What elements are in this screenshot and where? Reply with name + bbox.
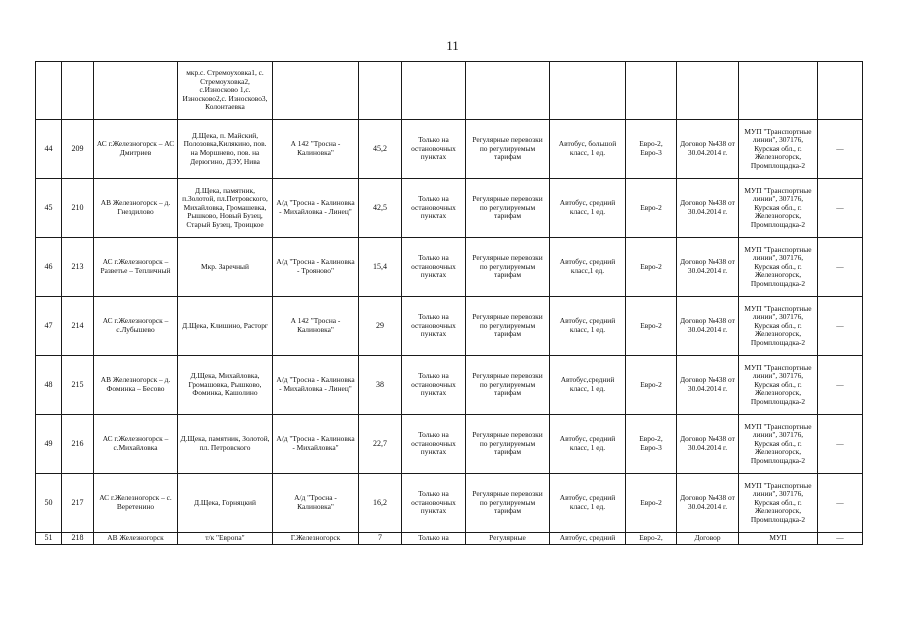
cell-no: 45: [36, 179, 62, 238]
cell-type: Регулярные перевозки по регулируемым тарифам: [466, 179, 550, 238]
cell-boarding: Только на остановочных пунктах: [402, 120, 466, 179]
cell-no: 50: [36, 474, 62, 533]
cell-note: —: [818, 297, 863, 356]
cell-no: 44: [36, 120, 62, 179]
table-row: [36, 297, 863, 356]
cell-route-no: 217: [62, 474, 94, 533]
cell-streets: [273, 62, 359, 120]
cell-streets: А/д "Тросна - Калиновка - Михайловка - Линец": [273, 179, 359, 238]
cell-type: Регулярные перевозки по регулируемым тарифам: [466, 474, 550, 533]
cell-route-name: АС г.Железногорск – с. Веретенино: [94, 474, 178, 533]
table-row: [36, 120, 863, 179]
cell-streets: А 142 "Тросна - Калиновка": [273, 297, 359, 356]
cell-contract: [677, 62, 739, 120]
cell-note: —: [818, 415, 863, 474]
table-row: [36, 238, 863, 297]
cell-route-no: 213: [62, 238, 94, 297]
table-row: [36, 62, 863, 120]
cell-length: 42,5: [359, 179, 402, 238]
cell-vehicle: Автобус, средний класс,1 ед.: [550, 238, 626, 297]
cell-vehicle: Автобус, средний: [550, 533, 626, 545]
cell-stops: т/к "Европа": [178, 533, 273, 545]
cell-stops: Д.Щека, Михайловка, Громашовка, Рышково, Фоминка, Кашолино: [178, 356, 273, 415]
cell-carrier: МУП: [739, 533, 818, 545]
cell-carrier: МУП "Транспортные линии", 307176, Курская обл., г. Железногорск, Промплощадка-2: [739, 356, 818, 415]
cell-boarding: Только на остановочных пунктах: [402, 415, 466, 474]
cell-no: 46: [36, 238, 62, 297]
cell-no: 47: [36, 297, 62, 356]
routes-table-body: [36, 62, 863, 545]
cell-route-name: АВ Железногорск: [94, 533, 178, 545]
cell-route-no: [62, 62, 94, 120]
cell-length: 22,7: [359, 415, 402, 474]
cell-contract: Договор №438 от 30.04.2014 г.: [677, 415, 739, 474]
cell-carrier: МУП "Транспортные линии", 307176, Курская обл., г. Железногорск, Промплощадка-2: [739, 179, 818, 238]
cell-route-no: 210: [62, 179, 94, 238]
cell-note: —: [818, 356, 863, 415]
cell-eco: Евро-2: [626, 356, 677, 415]
cell-contract: Договор: [677, 533, 739, 545]
table-row: [36, 533, 863, 545]
cell-note: —: [818, 238, 863, 297]
cell-contract: Договор №438 от 30.04.2014 г.: [677, 356, 739, 415]
cell-contract: Договор №438 от 30.04.2014 г.: [677, 179, 739, 238]
cell-route-no: 209: [62, 120, 94, 179]
cell-streets: А 142 "Тросна - Калиновка": [273, 120, 359, 179]
cell-contract: Договор №438 от 30.04.2014 г.: [677, 297, 739, 356]
cell-length: 16,2: [359, 474, 402, 533]
cell-route-no: 214: [62, 297, 94, 356]
cell-type: Регулярные перевозки по регулируемым тарифам: [466, 415, 550, 474]
cell-stops: Д.Щека, Горняцкий: [178, 474, 273, 533]
cell-length: [359, 62, 402, 120]
cell-note: [818, 62, 863, 120]
cell-carrier: МУП "Транспортные линии", 307176, Курская обл., г. Железногорск, Промплощадка-2: [739, 297, 818, 356]
cell-vehicle: Автобус, средний класс, 1 ед.: [550, 474, 626, 533]
cell-note: —: [818, 474, 863, 533]
cell-streets: А/д "Тросна - Калиновка": [273, 474, 359, 533]
cell-boarding: [402, 62, 466, 120]
cell-length: 45,2: [359, 120, 402, 179]
cell-route-name: АВ Железногорск – д. Фоминка – Бесово: [94, 356, 178, 415]
cell-eco: Евро-2,: [626, 533, 677, 545]
cell-stops: Д.Щека, памятник, Золотой, пл. Петровского: [178, 415, 273, 474]
cell-eco: Евро-2: [626, 179, 677, 238]
cell-stops: Д.Щека, памятник, п.Золотой, пл.Петровского, Михайловка, Громашевка, Рышково, Новый Бузец, Старый Бузец, Троицкое: [178, 179, 273, 238]
cell-stops: Д.Щека, Клишино, Расторг: [178, 297, 273, 356]
cell-contract: Договор №438 от 30.04.2014 г.: [677, 474, 739, 533]
cell-route-name: АС г.Железногорск – с.Лубышево: [94, 297, 178, 356]
cell-streets: Г.Железногорск: [273, 533, 359, 545]
cell-length: 29: [359, 297, 402, 356]
cell-contract: Договор №438 от 30.04.2014 г.: [677, 238, 739, 297]
cell-type: [466, 62, 550, 120]
cell-length: 7: [359, 533, 402, 545]
cell-route-no: 215: [62, 356, 94, 415]
cell-vehicle: Автобус, большой класс, 1 ед.: [550, 120, 626, 179]
cell-boarding: Только на остановочных пунктах: [402, 474, 466, 533]
cell-type: Регулярные перевозки по регулируемым тарифам: [466, 120, 550, 179]
cell-type: Регулярные перевозки по регулируемым тарифам: [466, 238, 550, 297]
cell-note: —: [818, 179, 863, 238]
cell-boarding: Только на: [402, 533, 466, 545]
cell-route-no: 218: [62, 533, 94, 545]
cell-stops: Мкр. Заречный: [178, 238, 273, 297]
cell-stops: Д.Щека, п. Майский, Полозовка,Килякино, пов. на Моршнево, пов. на Дерюгино, ДЭУ, Нива: [178, 120, 273, 179]
cell-boarding: Только на остановочных пунктах: [402, 179, 466, 238]
cell-no: 49: [36, 415, 62, 474]
cell-note: —: [818, 120, 863, 179]
cell-route-name: АС г.Железногорск – АС Дмитриев: [94, 120, 178, 179]
cell-carrier: МУП "Транспортные линии", 307176, Курская обл., г. Железногорск, Промплощадка-2: [739, 238, 818, 297]
cell-type: Регулярные: [466, 533, 550, 545]
page-number: 11: [446, 38, 459, 53]
cell-streets: А/д "Тросна - Калиновка - Михайловка - Линец": [273, 356, 359, 415]
cell-vehicle: Автобус, средний класс, 1 ед.: [550, 179, 626, 238]
cell-route-no: 216: [62, 415, 94, 474]
cell-route-name: АС г.Железногорск – с.Михайловка: [94, 415, 178, 474]
cell-no: [36, 62, 62, 120]
cell-vehicle: Автобус, средний класс, 1 ед.: [550, 415, 626, 474]
cell-type: Регулярные перевозки по регулируемым тарифам: [466, 297, 550, 356]
cell-vehicle: Автобус,средний класс, 1 ед.: [550, 356, 626, 415]
cell-eco: Евро-2: [626, 474, 677, 533]
cell-length: 15,4: [359, 238, 402, 297]
cell-carrier: МУП "Транспортные линии", 307176, Курская обл., г. Железногорск, Промплощадка-2: [739, 120, 818, 179]
cell-note: —: [818, 533, 863, 545]
cell-streets: А/д "Тросна - Калиновка - Трояново": [273, 238, 359, 297]
cell-carrier: [739, 62, 818, 120]
cell-boarding: Только на остановочных пунктах: [402, 356, 466, 415]
cell-eco: Евро-2, Евро-3: [626, 120, 677, 179]
cell-boarding: Только на остановочных пунктах: [402, 238, 466, 297]
cell-route-name: АВ Железногорск – д. Гнездилово: [94, 179, 178, 238]
table-row: [36, 356, 863, 415]
cell-length: 38: [359, 356, 402, 415]
table-row: [36, 415, 863, 474]
cell-type: Регулярные перевозки по регулируемым тарифам: [466, 356, 550, 415]
cell-carrier: МУП "Транспортные линии", 307176, Курская обл., г. Железногорск, Промплощадка-2: [739, 474, 818, 533]
cell-contract: Договор №438 от 30.04.2014 г.: [677, 120, 739, 179]
table-row: [36, 179, 863, 238]
cell-route-name: АС г.Железногорск – Разветье – Тепличный: [94, 238, 178, 297]
cell-eco: Евро-2, Евро-3: [626, 415, 677, 474]
cell-no: 48: [36, 356, 62, 415]
cell-no: 51: [36, 533, 62, 545]
cell-streets: А/д "Тросна - Калиновка - Михайловка": [273, 415, 359, 474]
cell-vehicle: [550, 62, 626, 120]
cell-carrier: МУП "Транспортные линии", 307176, Курская обл., г. Железногорск, Промплощадка-2: [739, 415, 818, 474]
cell-eco: Евро-2: [626, 238, 677, 297]
cell-eco: [626, 62, 677, 120]
cell-eco: Евро-2: [626, 297, 677, 356]
routes-table: [35, 61, 863, 545]
cell-route-name: [94, 62, 178, 120]
cell-vehicle: Автобус, средний класс, 1 ед.: [550, 297, 626, 356]
cell-boarding: Только на остановочных пунктах: [402, 297, 466, 356]
table-row: [36, 474, 863, 533]
cell-stops: мкр.с. Стремоуховка1, с. Стремоуховка2, с.Износково 1,с. Износково2,с. Износково3, Колонтаевка: [178, 62, 273, 120]
